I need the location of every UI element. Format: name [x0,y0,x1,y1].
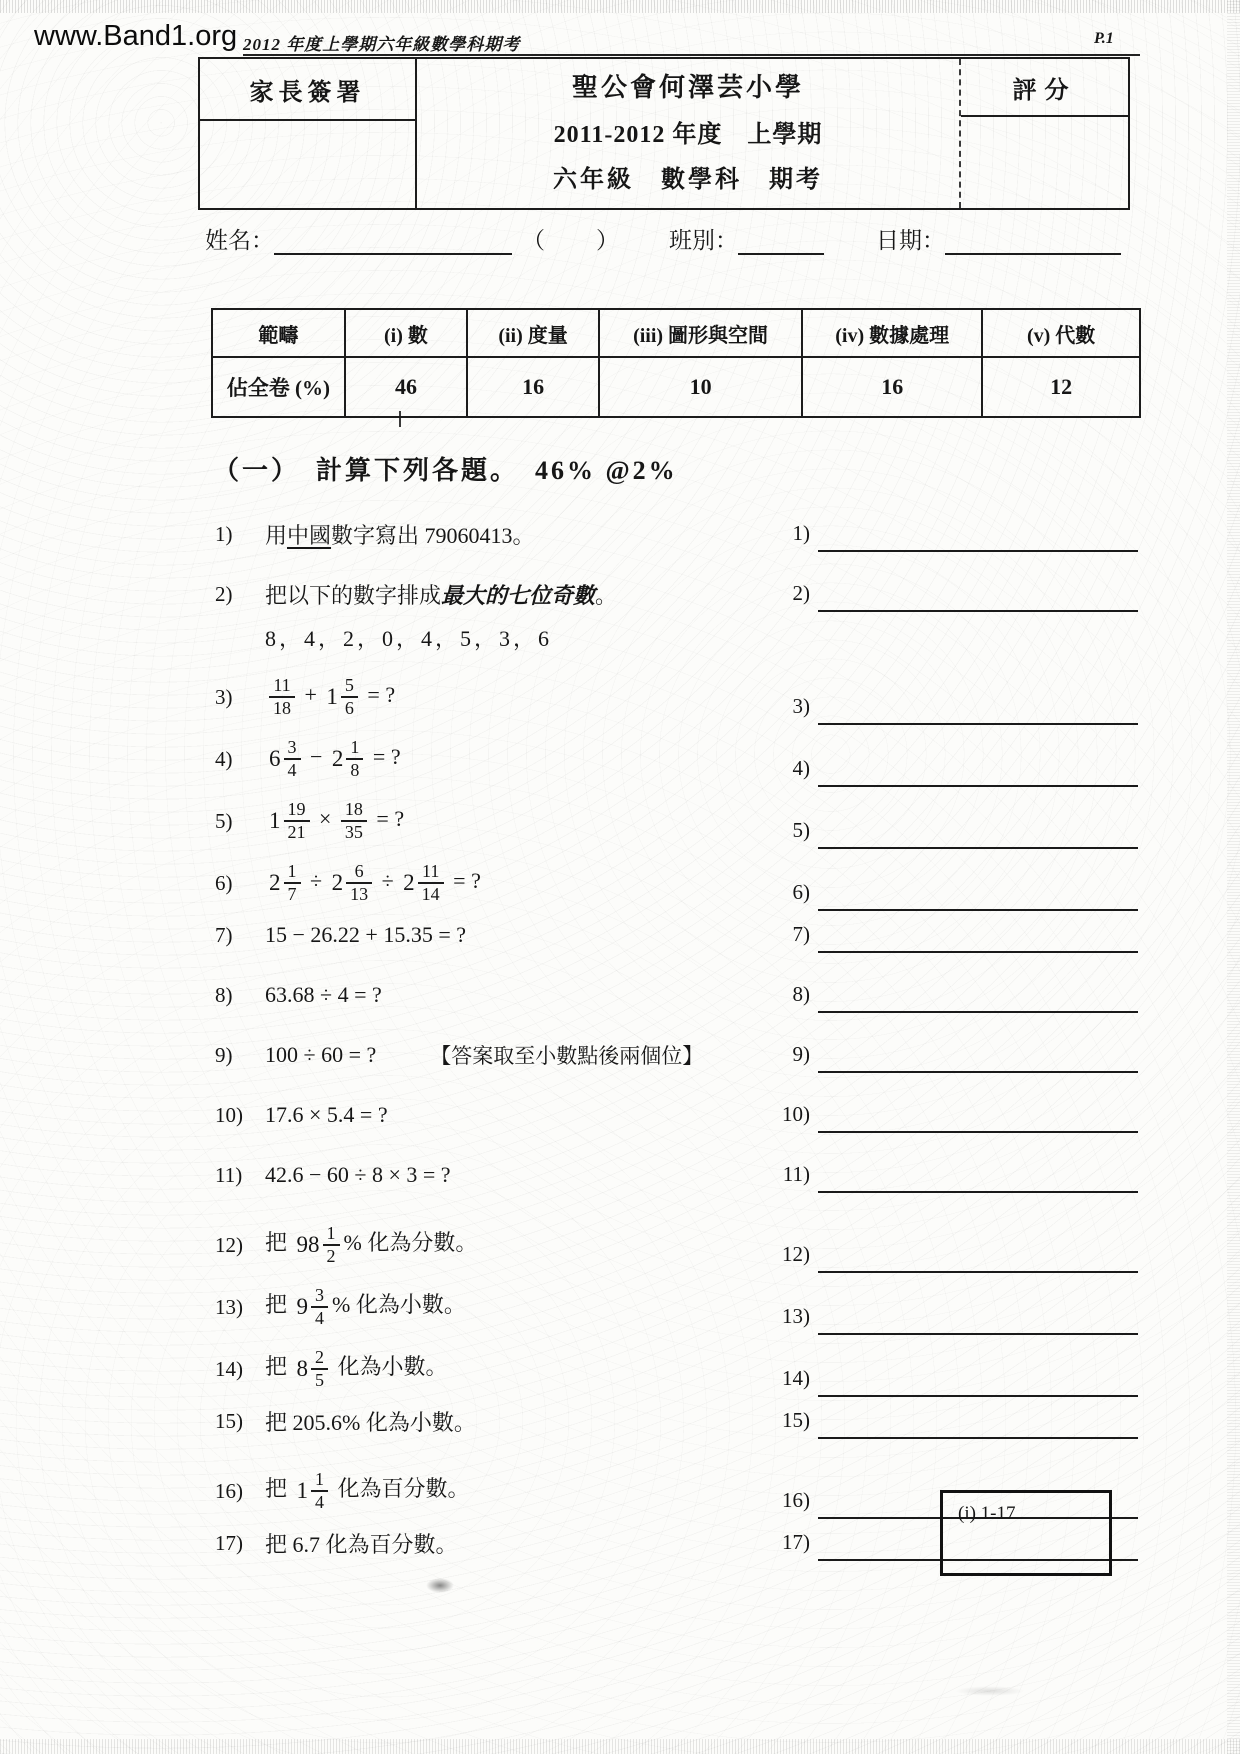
fraction-whole: 2 [403,870,415,895]
question-text: 把 8 $\frac{2}{5}$ 化為小數。 [265,1347,448,1390]
question [215,1102,770,1128]
answer-slot [770,1037,1138,1073]
fraction [269,738,301,780]
question [215,1348,770,1390]
question-number: 9) [215,1042,233,1067]
header-rule [243,54,1140,56]
answer-blank-line [818,977,1138,1013]
question-number: 17) [215,1530,243,1555]
fraction-whole: 8 [296,1356,309,1381]
fraction-stack [269,676,295,718]
fraction-denominator: 18 [269,696,295,718]
category-header: (iii) 圖形與空間 [599,309,802,357]
questions-list [215,516,1138,1585]
answer-slot [770,1403,1138,1439]
question-row [215,855,1138,911]
fraction-denominator: 2 [323,1244,340,1266]
question-row [215,1157,1138,1193]
answer-blank-line [818,751,1138,787]
question-text: 把 205.6% 化為小數。 [265,1409,476,1435]
question-number: 8) [215,982,233,1007]
marks-footer-label: (i) 1-17 [958,1503,1016,1524]
answer-precision-note: 【答案取至小數點後兩個位】 [430,1044,704,1068]
name-blank [274,225,512,255]
answer-blank-line [818,1157,1138,1193]
category-header: (ii) 度量 [467,309,599,357]
question-text: 63.68 ÷ 4 = ? [265,982,382,1007]
fraction-stack [323,1224,340,1266]
score-cell [959,59,1128,208]
answer-blank-line [818,917,1138,953]
marks-footer-box [940,1490,1112,1576]
category-value: 16 [802,357,982,417]
fraction-whole: 9 [296,1294,309,1319]
answer-number: 8) [792,982,810,1006]
fraction [269,676,295,718]
question-number: 4) [215,746,233,771]
question [215,982,770,1008]
fraction-numerator: 2 [315,1347,325,1368]
question [215,676,770,718]
fraction-denominator: 13 [346,882,372,904]
fraction-numerator: 1 [287,861,297,882]
question-row [215,793,1138,849]
fraction-stack [284,862,301,904]
question-number: 5) [215,808,233,833]
fraction-stack [284,800,310,842]
fraction [297,1470,329,1512]
title-cell [417,59,959,208]
question-row [215,1217,1138,1273]
grade-subject: 六年級 數學科 期考 [553,167,823,193]
category-header: (iv) 數據處理 [802,309,982,357]
question-text: 15 − 26.22 + 15.35 = ? [265,922,466,947]
school-name: 聖公會何澤芸小學 [571,73,804,102]
question-text: 42.6 − 60 ÷ 8 × 3 = ? [265,1162,451,1187]
fraction [326,676,358,718]
fraction-numerator: 1 [315,1469,325,1490]
answer-slot [770,1097,1138,1133]
answer-blank-line [818,516,1138,552]
question-number: 6) [215,870,233,895]
answer-number: 11) [782,1162,810,1186]
answer-blank-line [818,689,1138,725]
fraction-stack [418,862,444,904]
fraction [297,1286,329,1328]
answer-slot [770,1157,1138,1193]
section-heading: （一） 計算下列各題。 46% @2% [213,456,678,485]
fraction-numerator: 6 [354,861,364,882]
category-header: 範疇 [212,309,345,357]
fraction-stack [311,1348,328,1390]
fraction [341,800,367,842]
fraction [332,738,364,780]
question [215,738,770,780]
question-text: $\frac{11}{18}$ + 1 $\frac{5}{6}$ = ? [265,676,395,718]
question-number: 12) [215,1232,243,1257]
question-number: 11) [215,1162,243,1187]
score-space [961,117,1128,208]
question-row [215,1037,1138,1073]
question-text: 把以下的數字排成最大的七位奇數。 [265,582,618,608]
parent-signature-label: 家長簽署 [200,59,415,121]
score-label: 評分 [961,59,1128,117]
category-value: 46 [345,357,467,417]
fraction-numerator: 5 [344,675,354,696]
fraction-numerator: 3 [315,1285,325,1306]
fraction [297,1224,340,1266]
parent-signature-cell [200,59,417,208]
answer-number: 15) [782,1408,810,1432]
category-header-row [212,309,1140,357]
question-number: 1) [215,521,233,546]
answer-slot [770,689,1138,725]
question [215,579,770,610]
answer-blank-line [818,1299,1138,1335]
category-row-label: 佔全卷 (%) [212,357,345,417]
fraction-whole: 98 [296,1232,320,1257]
question-text: 6 $\frac{3}{4}$ − 2 $\frac{1}{8}$ = ? [269,737,401,780]
question-number: 16) [215,1478,243,1503]
scan-smudge [955,1686,1025,1696]
question-row [215,516,1138,552]
fraction-whole: 1 [326,684,338,709]
fraction-whole: 2 [269,870,281,895]
fraction-denominator: 14 [418,882,444,904]
year-term: 2011-2012 年度 上學期 [553,122,823,148]
fraction [269,862,301,904]
question [215,862,770,904]
fraction-stack [341,800,367,842]
question [215,1286,770,1328]
fraction-stack [284,738,301,780]
category-value-row [212,357,1140,417]
fraction-denominator: 5 [311,1368,328,1390]
student-info-row [205,222,1150,255]
class-label: 班別： [669,228,738,253]
question-text: 把 1 $\frac{1}{4}$ 化為百分數。 [265,1469,470,1512]
fraction-stack [311,1286,328,1328]
header-table [198,57,1130,210]
answer-number: 2) [792,581,810,605]
question-row [215,1097,1138,1133]
fraction-denominator: 7 [284,882,301,904]
question-number: 2) [215,581,233,606]
question [215,1162,770,1188]
category-value: 16 [467,357,599,417]
header-note: 2012 年度上學期六年級數學科期考 [243,35,521,54]
answer-number: 16) [782,1488,810,1512]
answer-slot [770,1299,1138,1335]
question-row [215,977,1138,1013]
site-watermark: www.Band1.org [34,20,238,52]
answer-slot [770,576,1138,612]
answer-blank-line [818,1037,1138,1073]
fraction-whole: 6 [269,746,281,771]
category-value: 10 [599,357,802,417]
answer-slot [770,917,1138,953]
question-number: 7) [215,922,233,947]
fraction-numerator: 11 [421,861,440,882]
fraction [403,862,444,904]
answer-slot [770,813,1138,849]
question-text: 用中國數字寫出 79060413。 [265,522,535,548]
answer-blank-line [818,1403,1138,1439]
question [215,1406,770,1437]
answer-blank-line [818,813,1138,849]
fraction-stack [346,862,372,904]
question-row [215,576,1138,612]
fraction-denominator: 4 [284,758,301,780]
question [215,800,770,842]
fraction-stack [341,676,358,718]
answer-slot [770,1237,1138,1273]
answer-number: 6) [792,880,810,904]
answer-blank-line [818,1097,1138,1133]
answer-slot [770,751,1138,787]
question-number: 13) [215,1294,243,1319]
answer-blank-line [818,1237,1138,1273]
fraction-denominator: 8 [346,758,363,780]
question-text: 2 $\frac{1}{7}$ ÷ 2 $\frac{6}{13}$ ÷ 2 $\frac{11}{14}$ = ? [269,861,481,904]
fraction [269,800,310,842]
answer-number: 12) [782,1242,810,1266]
question-row [215,1341,1138,1397]
fraction-denominator: 6 [341,696,358,718]
fraction-numerator: 1 [350,737,360,758]
question [215,1224,770,1266]
scan-noise-bottom [0,1739,1240,1754]
fraction-numerator: 1 [326,1223,336,1244]
question [215,1528,770,1559]
answer-slot [770,516,1138,552]
question-text: 把 98 $\frac{1}{2}$ % 化為分數。 [265,1223,478,1266]
fraction-stack [346,738,363,780]
answer-number: 7) [792,922,810,946]
underlined-text: 中國 [287,522,332,548]
answer-number: 13) [782,1304,810,1328]
fraction-denominator: 21 [284,820,310,842]
fraction [332,862,373,904]
fraction-denominator: 35 [341,820,367,842]
question-number: 10) [215,1102,243,1127]
question-row [215,917,1138,953]
answer-slot [770,875,1138,911]
category-header: (v) 代數 [982,309,1140,357]
answer-number: 1) [792,521,810,545]
fraction-whole: 2 [331,870,344,895]
fraction-numerator: 19 [287,799,306,820]
question [215,1040,770,1070]
question [215,519,770,550]
fraction-numerator: 18 [344,799,363,820]
answer-number: 5) [792,818,810,842]
date-label: 日期： [876,228,945,253]
scan-noise-top [0,0,1240,13]
question-text: 17.6 × 5.4 = ? [265,1102,388,1127]
parent-signature-space [200,121,415,208]
fraction-numerator: 11 [273,675,291,696]
answer-number: 3) [792,694,810,718]
question-row [215,669,1138,725]
date-blank [945,225,1121,255]
category-value: 12 [982,357,1140,417]
fraction-numerator: 3 [287,737,297,758]
answer-number: 9) [792,1042,810,1066]
question-number: 15) [215,1408,243,1433]
scan-noise-right [1227,0,1240,1754]
answer-number: 14) [782,1366,810,1390]
fraction [297,1348,329,1390]
answer-number: 17) [782,1530,810,1554]
name-label: 姓名： [205,228,274,253]
question-row [215,1403,1138,1439]
category-weight-table [211,308,1141,418]
question-number: 14) [215,1356,243,1381]
fraction-denominator: 4 [311,1490,328,1512]
question-text: 1 $\frac{19}{21}$ × $\frac{18}{35}$ = ? [269,799,405,842]
question-number: 3) [215,684,233,709]
answer-blank-line [818,1361,1138,1397]
page-number: P.1 [1094,30,1114,47]
answer-blank-line [818,875,1138,911]
question-row [215,1279,1138,1335]
fraction-whole: 1 [269,808,281,833]
answer-number: 10) [782,1102,810,1126]
fraction-whole: 2 [331,746,344,771]
question [215,1470,770,1512]
question-text: 把 9 $\frac{3}{4}$ % 化為小數。 [265,1285,466,1328]
question [215,922,770,948]
fraction-denominator: 4 [311,1306,328,1328]
fraction-stack [311,1470,328,1512]
question-row [215,731,1138,787]
answer-slot [770,1361,1138,1397]
category-header: (i) 數 [345,309,467,357]
answer-slot [770,977,1138,1013]
question-digits-line: 8，4，2，0，4，5，3，6 [265,626,553,651]
emphasized-text: 最大的七位奇數 [441,582,596,608]
question-text: 100 ÷ 60 = ? [265,1042,377,1067]
class-number-paren: （ ） [522,228,633,253]
class-blank [738,225,824,255]
fraction-whole: 1 [296,1478,309,1503]
answer-number: 4) [792,756,810,780]
answer-blank-line [818,576,1138,612]
question-text: 把 6.7 化為百分數。 [265,1531,458,1557]
